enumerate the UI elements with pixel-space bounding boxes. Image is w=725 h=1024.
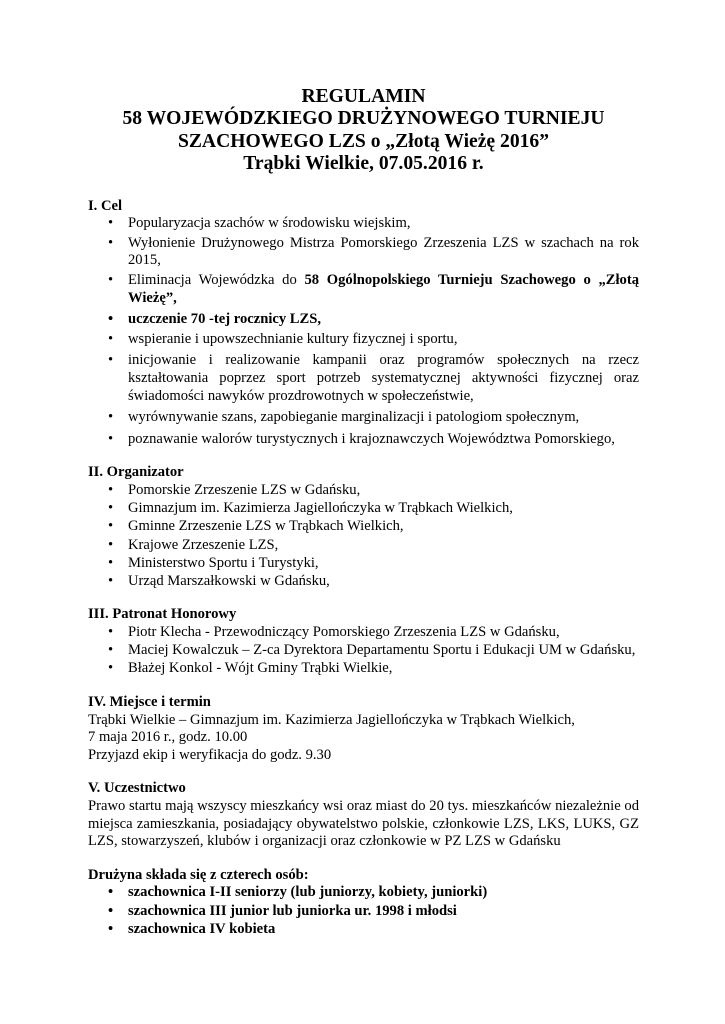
title-line-1: REGULAMIN [301, 86, 426, 107]
section-heading: II. Organizator [88, 464, 184, 481]
list-item: • wspieranie i upowszechnianie kultury fizycznej i sportu, [88, 331, 639, 349]
title-line-2: 58 WOJEWÓDZKIEGO DRUŻYNOWEGO TURNIEJU [122, 108, 605, 130]
arrival-line: Przyjazd ekip i weryfikacja do godz. 9.30 [88, 746, 332, 763]
document-page [88, 86, 639, 954]
list-item: • Gimnazjum im. Kazimierza Jagiellończyka w Trąbkach Wielkich, [88, 500, 639, 518]
list-item: • wyrównywanie szans, zapobieganie marginalizacji i patologiom społecznym, [88, 409, 639, 427]
section-heading: IV. Miejsce i termin [88, 694, 211, 711]
location-line: Trąbki Wielkie – Gimnazjum im. Kazimierza Jagiellończyka w Trąbkach Wielkich, [88, 711, 575, 728]
bullet-list [88, 884, 639, 938]
list-item: • Wyłonienie Drużynowego Mistrza Pomorskiego Zrzeszenia LZS w szachach na rok 2015, [88, 235, 639, 270]
list-item: • poznawanie walorów turystycznych i krajoznawczych Województwa Pomorskiego, [88, 431, 639, 449]
eligibility-paragraph: Prawo startu mają wszyscy mieszkańcy wsi oraz miast do 20 tys. mieszkańców niezależnie od miejsca zamieszkania, posiadający obywatelstwo polskie, członkowie LZS, LKS, LUKS, GZ LZS, stowarzyszeń, klubów i organizacji oraz członkowie w PZ LZS w Gdańsku [88, 798, 639, 850]
bullet-list [88, 624, 639, 678]
list-item: • inicjowanie i realizowanie kampanii oraz programów społecznych na rzecz kształtowania poprzez sport potrzeb systematycznej aktywności fizycznej oraz świadomości nawyków prozdrowotnych w społeczeństwie, [88, 352, 639, 405]
section-uczestnictwo [88, 780, 639, 850]
bullet-list [88, 482, 639, 591]
section-cel [88, 198, 639, 449]
title-line-3: SZACHOWEGO LZS o „Złotą Wieżę 2016” [177, 130, 550, 152]
list-item: • Piotr Klecha - Przewodniczący Pomorskiego Zrzeszenia LZS w Gdańsku, [88, 624, 639, 642]
section-heading: V. Uczestnictwo [88, 780, 186, 797]
list-item [88, 272, 639, 307]
list-item: • Maciej Kowalczuk – Z-ca Dyrektora Departamentu Sportu i Edukacji UM w Gdańsku, [88, 642, 639, 660]
section-organizator [88, 464, 639, 590]
list-item-bold-text: 58 Ogólnopolskiego Turnieju Szachowego o „Złotą Wieżę”, [128, 272, 639, 306]
list-item: • Popularyzacja szachów w środowisku wiejskim, [88, 215, 639, 233]
section-heading: Drużyna składa się z czterech osób: [88, 866, 309, 883]
list-item: • szachownica IV kobieta [88, 921, 639, 939]
document-title [88, 86, 639, 176]
bullet-list [88, 215, 639, 448]
section-miejsce [88, 694, 639, 764]
list-item: • Błażej Konkol - Wójt Gminy Trąbki Wielkie, [88, 660, 639, 678]
list-item: • szachownica III junior lub juniorka ur. 1998 i młodsi [88, 903, 639, 921]
section-druzyna [88, 867, 639, 939]
list-item: • Gminne Zrzeszenie LZS w Trąbkach Wielkich, [88, 518, 639, 536]
list-item: • Pomorskie Zrzeszenie LZS w Gdańsku, [88, 482, 639, 500]
list-item-text: Eliminacja Wojewódzka do [128, 272, 305, 288]
list-item: • uczczenie 70 -tej rocznicy LZS, [88, 311, 639, 329]
list-item: • Ministerstwo Sportu i Turystyki, [88, 555, 639, 573]
list-item: • Krajowe Zrzeszenie LZS, [88, 537, 639, 555]
section-patronat [88, 606, 639, 678]
date-line: 7 maja 2016 r., godz. 10.00 [88, 729, 248, 746]
list-item: • Urząd Marszałkowski w Gdańsku, [88, 573, 639, 591]
title-line-4: Trąbki Wielkie, 07.05.2016 r. [243, 153, 484, 175]
section-heading: III. Patronat Honorowy [88, 606, 237, 623]
section-heading: I. Cel [88, 197, 123, 214]
list-item: • szachownica I-II seniorzy (lub juniorzy, kobiety, juniorki) [88, 884, 639, 902]
